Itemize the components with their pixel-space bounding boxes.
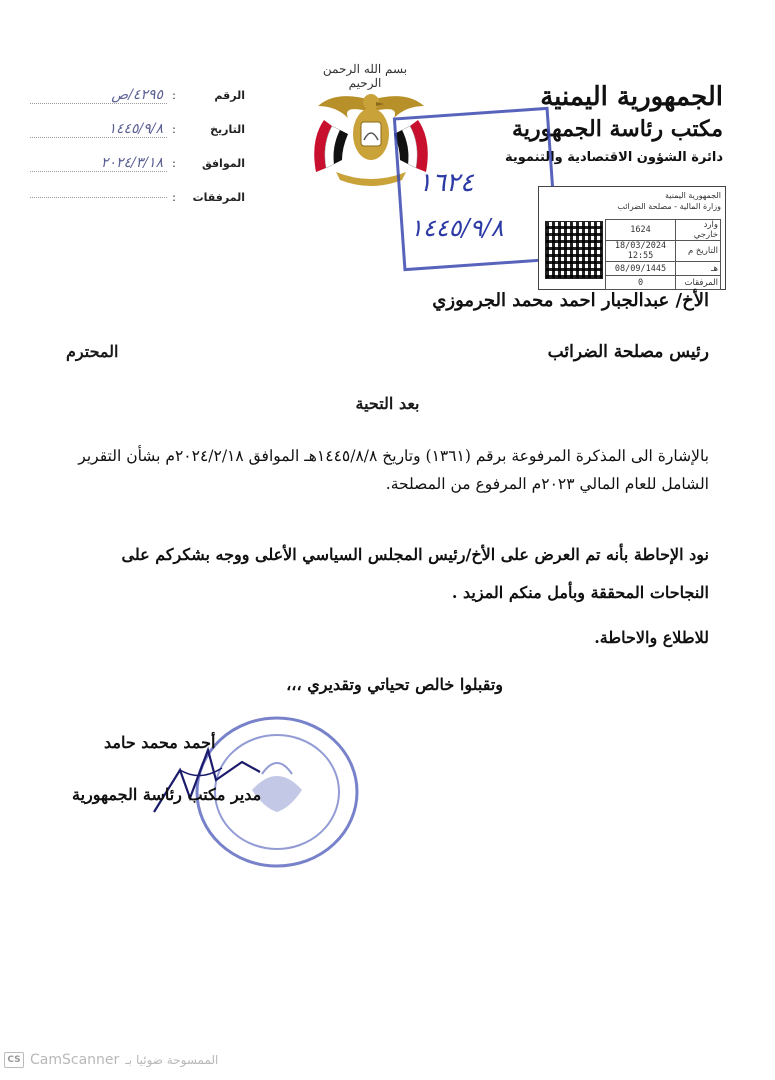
watermark-brand: CamScanner	[30, 1052, 120, 1068]
bismillah: بسم الله الرحمن الرحيم	[322, 62, 408, 90]
meta-label: الموافق	[201, 156, 245, 170]
table-row: 1624 وارد خارجي	[606, 220, 721, 241]
meta-label: المرفقات	[192, 190, 245, 204]
meta-value: ٤٢٩٥/ص	[30, 87, 167, 104]
meta-value	[30, 197, 167, 198]
registration-table	[605, 219, 721, 290]
addressee: الأخ/ عبدالجبار احمد محمد الجرموزي	[432, 290, 709, 311]
greeting: بعد التحية	[355, 394, 420, 413]
scanner-watermark	[4, 1052, 218, 1068]
paragraph-reference: بالإشارة الى المذكرة المرفوعة برقم (١٣٦١) وتاريخ ١٤٤٥/٨/٨هـ الموافق ٢٠٢٤/٢/١٨م بشأن التقرير الشامل للعام المالي ٢٠٢٣م المرفوع من المصلحة.	[78, 447, 709, 493]
meta-label: الرقم	[214, 88, 245, 102]
meta-row-corresponding: الموافق : ٢٠٢٤/٣/١٨	[30, 146, 245, 180]
qr-code-icon	[545, 221, 603, 279]
paragraph-info: للاطلاع والاحاطة.	[594, 628, 709, 647]
watermark-arabic: الممسوحة ضوئيا بـ	[125, 1053, 219, 1067]
registration-header: الجمهورية اليمنية وزارة المالية - مصلحة الضرائب	[617, 191, 721, 211]
signatory-title: مدير مكتب رئاسة الجمهورية	[72, 785, 262, 804]
country-title: الجمهورية اليمنية	[540, 82, 723, 112]
meta-row-date: التاريخ : ١٤٤٥/٩/٨	[30, 112, 245, 146]
department-title: دائرة الشؤون الاقتصادية والتنموية	[505, 150, 723, 165]
reference-meta	[30, 78, 245, 214]
office-title: مكتب رئاسة الجمهورية	[512, 116, 723, 142]
honorific: المحترم	[66, 342, 119, 361]
meta-value: ٢٠٢٤/٣/١٨	[30, 155, 167, 172]
table-row: 0 المرفقات	[606, 276, 721, 290]
meta-label: التاريخ	[210, 122, 245, 136]
stamp-number: ١٦٢٤	[418, 168, 474, 198]
meta-value: ١٤٤٥/٩/٨	[30, 121, 167, 138]
meta-row-attachments: المرفقات :	[30, 180, 245, 214]
addressee-role: رئيس مصلحة الضرائب	[547, 342, 709, 362]
paragraph-notice: نود الإحاطة بأنه تم العرض على الأخ/رئيس المجلس السياسي الأعلى ووجه بشكركم على النجاحات المحققة وبأمل منكم المزيد .	[121, 545, 709, 602]
meta-row-number: الرقم : ٤٢٩٥/ص	[30, 78, 245, 112]
camscanner-logo-icon: CS	[4, 1052, 24, 1068]
table-row: 08/09/1445 هـ	[606, 262, 721, 276]
closing-line: وتقبلوا خالص تحياتي وتقديري ،،،	[286, 675, 503, 694]
registration-box	[538, 186, 726, 290]
table-row: 18/03/2024 12:55 التاريخ م	[606, 241, 721, 262]
signatory-name: أحمد محمد حامد	[104, 733, 216, 752]
stamp-date: ١٤٤٥/٩/٨	[410, 214, 504, 242]
